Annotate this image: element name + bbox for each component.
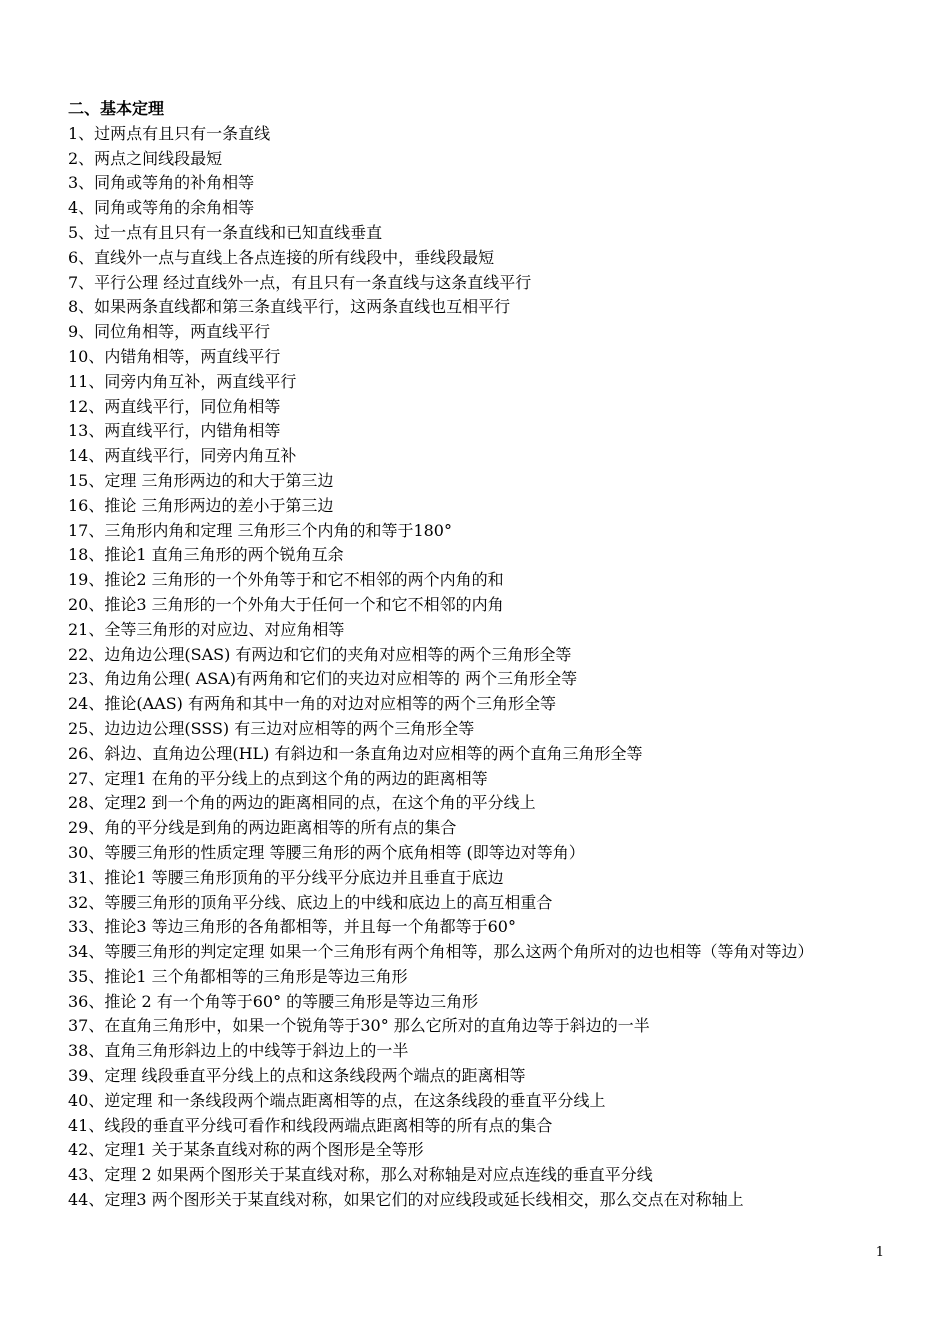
theorem-item: 12、两直线平行，同位角相等 [68, 396, 281, 416]
theorem-item: 39、定理 线段垂直平分线上的点和这条线段两个端点的距离相等 [68, 1066, 526, 1086]
theorem-item: 24、推论(AAS) 有两角和其中一角的对边对应相等的两个三角形全等 [68, 694, 557, 714]
theorem-list [68, 122, 888, 1213]
theorem-item: 13、两直线平行，内错角相等 [68, 421, 281, 441]
page-number: 1 [875, 1245, 884, 1260]
theorem-item: 35、推论1 三个角都相等的三角形是等边三角形 [68, 966, 408, 986]
theorem-item: 40、逆定理 和一条线段两个端点距离相等的点，在这条线段的垂直平分线上 [68, 1090, 606, 1110]
theorem-item: 37、在直角三角形中，如果一个锐角等于30° 那么它所对的直角边等于斜边的一半 [68, 1016, 650, 1036]
theorem-item: 30、等腰三角形的性质定理 等腰三角形的两个底角相等 (即等边对等角） [68, 842, 585, 862]
document-page [68, 97, 888, 1213]
theorem-item: 10、内错角相等，两直线平行 [68, 346, 281, 366]
theorem-item: 3、同角或等角的补角相等 [68, 173, 255, 193]
theorem-item: 20、推论3 三角形的一个外角大于任何一个和它不相邻的内角 [68, 594, 504, 614]
theorem-item: 29、角的平分线是到角的两边距离相等的所有点的集合 [68, 818, 457, 838]
theorem-item: 28、定理2 到一个角的两边的距离相同的点，在这个角的平分线上 [68, 793, 536, 813]
theorem-item: 16、推论 三角形两边的差小于第三边 [68, 495, 334, 515]
theorem-item: 8、如果两条直线都和第三条直线平行，这两条直线也互相平行 [68, 297, 511, 317]
section-title: 二、基本定理 [68, 99, 165, 118]
theorem-item: 6、直线外一点与直线上各点连接的所有线段中，垂线段最短 [68, 247, 495, 267]
theorem-item: 9、同位角相等，两直线平行 [68, 322, 271, 342]
theorem-item: 21、全等三角形的对应边、对应角相等 [68, 619, 345, 639]
theorem-item: 17、三角形内角和定理 三角形三个内角的和等于180° [68, 520, 452, 540]
theorem-item: 43、定理 2 如果两个图形关于某直线对称，那么对称轴是对应点连线的垂直平分线 [68, 1165, 653, 1185]
theorem-item: 44、定理3 两个图形关于某直线对称，如果它们的对应线段或延长线相交，那么交点在对称轴上 [68, 1190, 744, 1210]
theorem-item: 36、推论 2 有一个角等于60° 的等腰三角形是等边三角形 [68, 991, 479, 1011]
theorem-item: 2、两点之间线段最短 [68, 148, 223, 168]
theorem-item: 18、推论1 直角三角形的两个锐角互余 [68, 545, 344, 565]
theorem-item: 4、同角或等角的余角相等 [68, 198, 255, 218]
theorem-item: 22、边角边公理(SAS) 有两边和它们的夹角对应相等的两个三角形全等 [68, 644, 572, 664]
theorem-item: 5、过一点有且只有一条直线和已知直线垂直 [68, 222, 383, 242]
theorem-item: 38、直角三角形斜边上的中线等于斜边上的一半 [68, 1041, 409, 1061]
theorem-item: 19、推论2 三角形的一个外角等于和它不相邻的两个内角的和 [68, 570, 504, 590]
theorem-item: 15、定理 三角形两边的和大于第三边 [68, 470, 334, 490]
theorem-item: 32、等腰三角形的顶角平分线、底边上的中线和底边上的高互相重合 [68, 892, 553, 912]
theorem-item: 41、线段的垂直平分线可看作和线段两端点距离相等的所有点的集合 [68, 1115, 553, 1135]
theorem-item: 31、推论1 等腰三角形顶角的平分线平分底边并且垂直于底边 [68, 867, 504, 887]
theorem-item: 27、定理1 在角的平分线上的点到这个角的两边的距离相等 [68, 768, 488, 788]
theorem-item: 34、等腰三角形的判定定理 如果一个三角形有两个角相等，那么这两个角所对的边也相等（等角对等边） [68, 942, 814, 962]
theorem-item: 26、斜边、直角边公理(HL) 有斜边和一条直角边对应相等的两个直角三角形全等 [68, 743, 643, 763]
theorem-item: 1、过两点有且只有一条直线 [68, 123, 271, 143]
theorem-item: 42、定理1 关于某条直线对称的两个图形是全等形 [68, 1140, 424, 1160]
theorem-item: 33、推论3 等边三角形的各角都相等，并且每一个角都等于60° [68, 917, 516, 937]
theorem-item: 11、同旁内角互补，两直线平行 [68, 371, 297, 391]
theorem-item: 23、角边角公理( ASA)有两角和它们的夹边对应相等的 两个三角形全等 [68, 669, 578, 689]
theorem-item: 25、边边边公理(SSS) 有三边对应相等的两个三角形全等 [68, 718, 475, 738]
theorem-item: 7、平行公理 经过直线外一点，有且只有一条直线与这条直线平行 [68, 272, 532, 292]
theorem-item: 14、两直线平行，同旁内角互补 [68, 446, 297, 466]
